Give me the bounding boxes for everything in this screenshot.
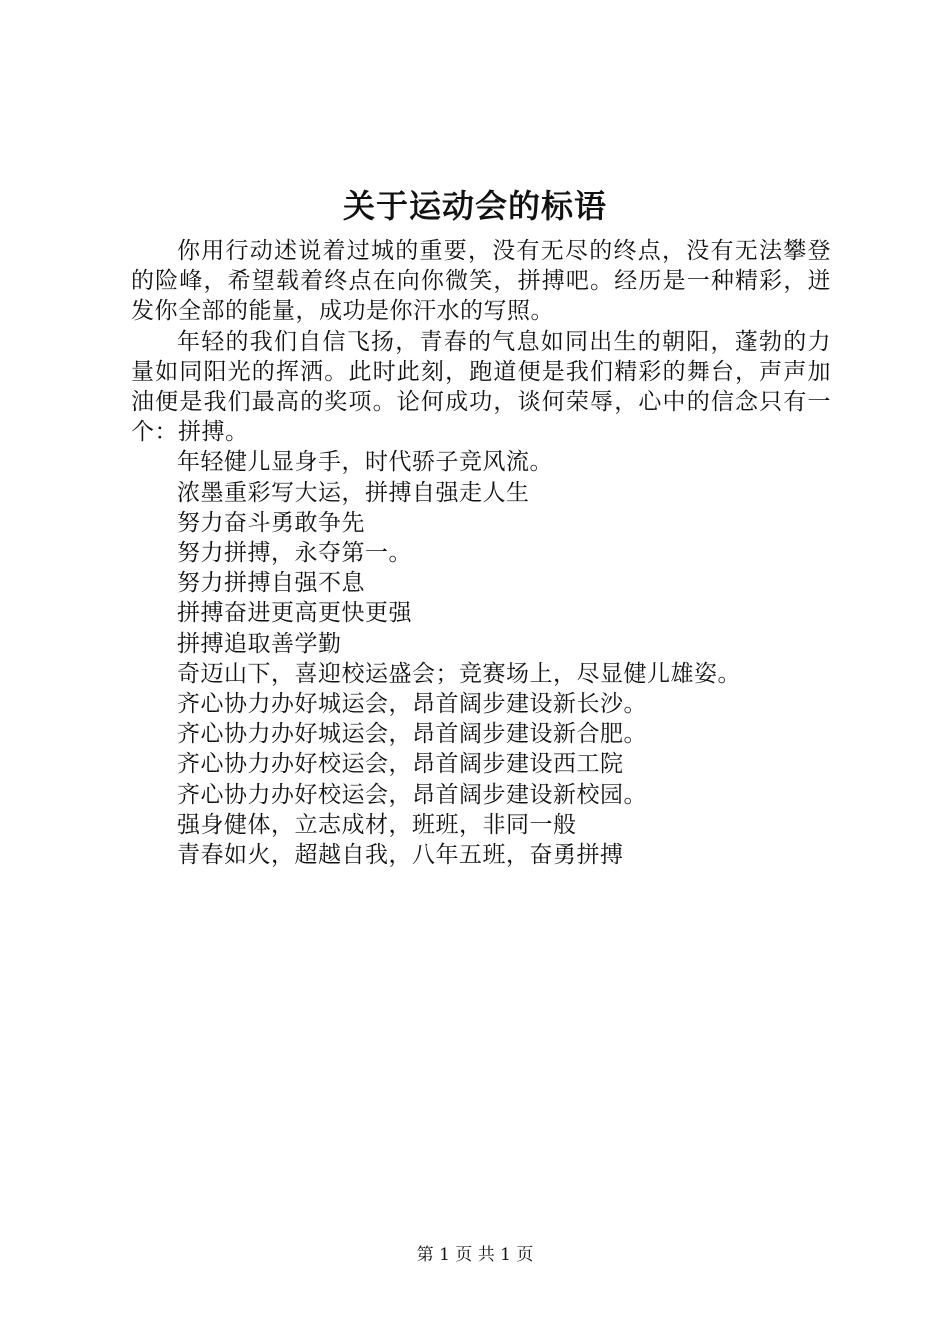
paragraph: 你用行动述说着过城的重要，没有无尽的终点，没有无法攀登的险峰，希望载着终点在向你微笑，拼搏吧。经历是一种精彩，迸发你全部的能量，成功是你汗水的写照。 — [131, 238, 831, 325]
slogan-line: 拼搏追取善学勤 — [177, 630, 342, 657]
document-body — [131, 236, 831, 870]
slogan-line: 齐心协力办好校运会，昂首阔步建设新校园。 — [177, 781, 647, 808]
slogan-line: 努力拼搏自强不息 — [177, 570, 365, 597]
slogan-line: 努力拼搏，永夺第一。 — [177, 540, 412, 567]
document-title: 关于运动会的标语 — [342, 187, 607, 225]
slogan-line: 青春如火，超越自我，八年五班，奋勇拼搏 — [177, 842, 624, 869]
slogan-line: 年轻健儿显身手，时代骄子竞风流。 — [177, 449, 553, 476]
slogan-line: 奇迈山下，喜迎校运盛会；竞赛场上，尽显健儿雄姿。 — [177, 660, 741, 687]
slogan-line: 拼搏奋进更高更快更强 — [177, 600, 412, 627]
slogan-line: 努力奋斗勇敢争先 — [177, 509, 365, 536]
slogan-line: 浓墨重彩写大运，拼搏自强走人生 — [177, 479, 530, 506]
slogan-line: 齐心协力办好城运会，昂首阔步建设新合肥。 — [177, 721, 647, 748]
page-footer: 第 1 页 共 1 页 — [416, 1245, 534, 1265]
slogan-line: 强身健体，立志成材，班班，非同一般 — [177, 811, 577, 838]
slogan-line: 齐心协力办好城运会，昂首阔步建设新长沙。 — [177, 691, 647, 718]
paragraph: 年轻的我们自信飞扬，青春的气息如同出生的朝阳，蓬勃的力量如同阳光的挥洒。此时此刻，跑道便是我们精彩的舞台，声声加油便是我们最高的奖项。论何成功，谈何荣辱，心中的信念只有一个：拼搏。 — [131, 328, 831, 446]
slogan-line: 齐心协力办好校运会，昂首阔步建设西工院 — [177, 751, 624, 778]
